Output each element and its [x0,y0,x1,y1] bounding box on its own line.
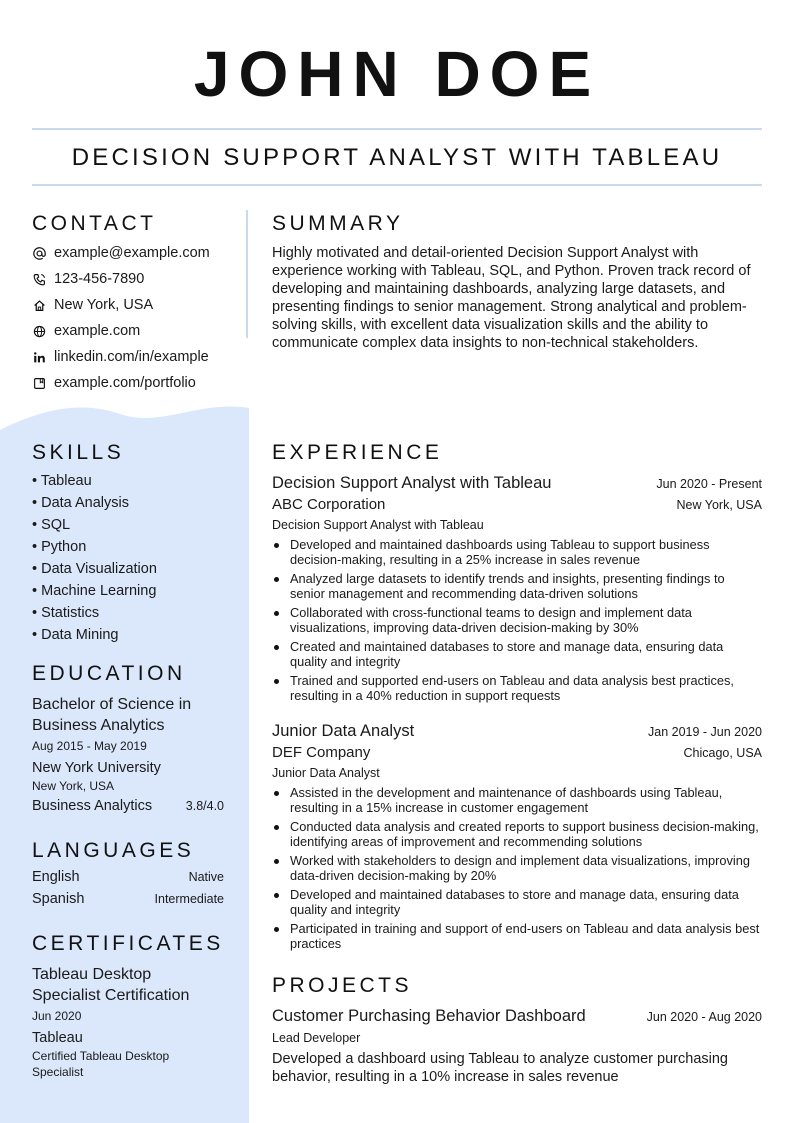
job-subtitle: Junior Data Analyst [272,766,380,780]
home-icon [32,298,46,312]
education-gpa: 3.8/4.0 [185,799,224,813]
education-entry [32,694,224,814]
project-entry [272,1005,762,1086]
project-header [272,1005,762,1027]
contact-heading: CONTACT [32,212,157,235]
contact-phone[interactable] [32,266,242,292]
education-school: New York University [32,760,161,776]
at-icon [32,246,46,260]
language-name: English [32,869,80,885]
job-bullet: Worked with stakeholders to design and implement data visualizations, improving data-driven decision-making by 20% [272,853,762,883]
job-dates: Jun 2020 - Present [656,477,762,491]
experience-job [272,472,762,707]
contact-list [32,240,242,396]
skill-item: • Tableau [32,473,92,489]
language-name: Spanish [32,891,85,907]
job-bullet: Created and maintained databases to store and manage data, ensuring data quality and integrity [272,639,762,669]
skill-item: • Machine Learning [32,583,157,599]
job-bullet: Conducted data analysis and created reports to support business decision-making, identifying areas of improvement and recommending solutions [272,819,762,849]
job-header [272,472,762,494]
phone-icon [32,272,46,286]
contact-linkedin-text: linkedin.com/in/example [54,349,209,365]
certificate-entry [32,964,222,1080]
projects-heading: PROJECTS [272,974,413,997]
certificate-issuer: Tableau [32,1030,83,1046]
certificates-heading: CERTIFICATES [32,932,224,955]
header-rule-top [32,128,762,130]
job-company: DEF Company [272,744,371,761]
job-bullet: Collaborated with cross-functional teams to design and implement data visualizations, improving data-driven decision-making by 30% [272,605,762,635]
skill-item: • Python [32,539,87,555]
education-field: Business Analytics [32,798,153,814]
job-role: Decision Support Analyst with Tableau [272,474,552,492]
contact-website-text: example.com [54,323,141,339]
candidate-name: JOHN DOE [193,38,601,110]
contact-email-text: example@example.com [54,245,210,261]
job-bullet: Developed and maintained dashboards using Tableau to support business decision-making, resulting in a 25% increase in sales revenue [272,537,762,567]
job-bullets [272,537,762,703]
language-level: Intermediate [154,892,224,906]
languages-heading: LANGUAGES [32,839,195,862]
project-description: Developed a dashboard using Tableau to analyze customer purchasing behavior, resulting in a 10% increase in sales revenue [272,1051,728,1085]
education-gpa-row [32,798,224,814]
skill-item: • SQL [32,517,71,533]
project-name: Customer Purchasing Behavior Dashboard [272,1007,586,1025]
education-degree: Bachelor of Science in Business Analytics [32,696,192,734]
globe-icon [32,324,46,338]
skills-list [32,470,224,646]
contact-location [32,292,242,318]
job-dates: Jan 2019 - Jun 2020 [648,725,762,739]
job-bullet: Participated in training and support of end-users on Tableau and data analysis best practices [272,921,762,951]
skill-item: • Statistics [32,605,100,621]
language-item [32,869,224,891]
summary-text: Highly motivated and detail-oriented Decision Support Analyst with experience working with Tableau, SQL, and Python. Proven track record of developing and maintaining dashboards, analyzing large datasets, and presenting findings to senior management. Strong analytical and problem-solving skills, with excellent data visualization skills and the ability to communicate complex data insights to non-technical stakeholders. [272,245,751,351]
job-bullet: Trained and supported end-users on Tableau and data analysis best practices, resulting in a 40% reduction in support requests [272,673,762,703]
job-company: ABC Corporation [272,496,386,513]
contact-email[interactable] [32,240,242,266]
job-company-row [272,494,762,516]
skill-item: • Data Visualization [32,561,157,577]
summary-heading: SUMMARY [272,212,404,235]
sidebar-divider [246,210,248,338]
header-rule-bottom [32,184,762,186]
experience-heading: EXPERIENCE [272,441,443,464]
certificate-name: Tableau Desktop Specialist Certification [32,966,190,1004]
contact-website[interactable] [32,318,242,344]
contact-location-text: New York, USA [54,297,154,313]
education-dates: Aug 2015 - May 2019 [32,739,147,753]
languages-list [32,869,224,913]
experience-job [272,720,762,955]
project-dates: Jun 2020 - Aug 2020 [646,1010,762,1024]
skill-item: • Data Mining [32,627,119,643]
job-company-row [272,742,762,764]
project-role: Lead Developer [272,1031,361,1045]
job-bullets [272,785,762,951]
contact-linkedin[interactable] [32,344,242,370]
job-location: Chicago, USA [683,746,762,760]
language-item [32,891,224,913]
language-level: Native [188,870,224,884]
contact-portfolio-text: example.com/portfolio [54,375,196,391]
job-title: DECISION SUPPORT ANALYST WITH TABLEAU [71,144,723,171]
job-bullet: Assisted in the development and maintenance of dashboards using Tableau, resulting in a 15% increase in customer engagement [272,785,762,815]
job-bullet: Developed and maintained databases to store and manage data, ensuring data quality and integrity [272,887,762,917]
skills-heading: SKILLS [32,441,125,464]
portfolio-icon [32,376,46,390]
education-heading: EDUCATION [32,662,186,685]
linkedin-icon [32,350,46,364]
certificate-date: Jun 2020 [32,1009,82,1023]
contact-phone-text: 123-456-7890 [54,271,145,287]
job-header [272,720,762,742]
skill-item: • Data Analysis [32,495,129,511]
job-role: Junior Data Analyst [272,722,415,740]
contact-portfolio[interactable] [32,370,242,396]
job-subtitle: Decision Support Analyst with Tableau [272,518,484,532]
certificate-description: Certified Tableau Desktop Specialist [32,1049,170,1079]
job-location: New York, USA [676,498,762,512]
education-location: New York, USA [32,779,115,793]
job-bullet: Analyzed large datasets to identify trends and insights, presenting findings to senior management and recommending data-driven solutions [272,571,762,601]
